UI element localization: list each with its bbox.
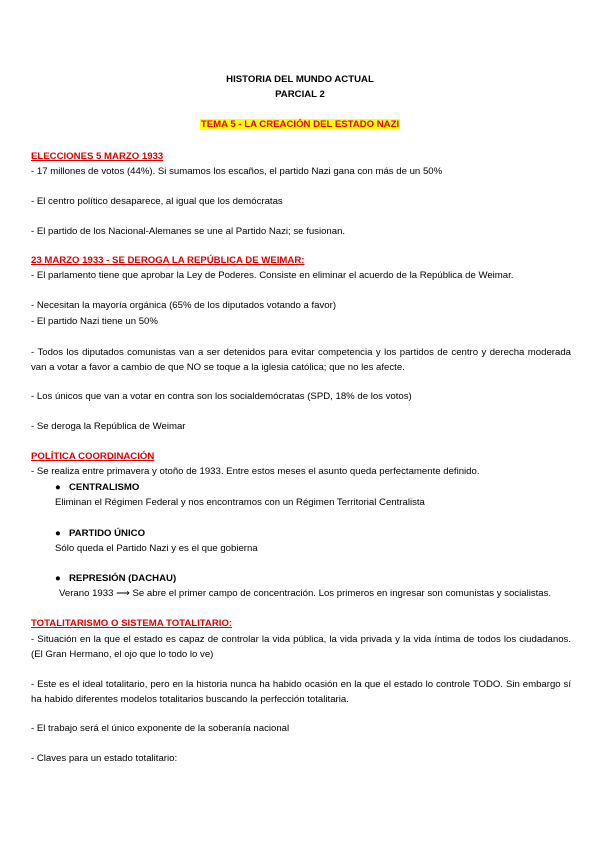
topic-title-wrap [0,118,600,132]
paragraph: - Se realiza entre primavera y otoño de 1933. Entre estos meses el asunto queda perfectamente definido. [31,466,480,477]
bullet-title: CENTRALISMO [69,482,140,493]
paragraph: - Todos los diputados comunistas van a ser detenidos para evitar competencia y los partidos de centro y derecha moderada van a votar a favor a cambio de que NO se toque a la iglesia católica; que no les afecte. [31,347,571,373]
paragraph: - Se deroga la República de Weimar [31,421,186,432]
section-heading-totalitarismo: TOTALITARISMO O SISTEMA TOTALITARIO: [31,618,233,629]
paragraph: - El partido Nazi tiene un 50% [31,316,158,327]
paragraph: - El partido de los Nacional-Alemanes se une al Partido Nazi; se fusionan. [31,226,346,237]
bullet-dot-icon: ● [55,482,61,493]
section-heading-weimar: 23 MARZO 1933 - SE DEROGA LA REPÚBLICA DE WEIMAR: [31,255,305,266]
bullet-text: Eliminan el Régimen Federal y nos encontramos con un Régimen Territorial Centralista [55,497,425,508]
bullet-item [55,527,145,541]
bullet-dot-icon: ● [55,573,61,584]
paragraph: - El parlamento tiene que aprobar la Ley de Poderes. Consiste en eliminar el acuerdo de la República de Weimar. [31,270,514,281]
paragraph: - El trabajo será el único exponente de la soberanía nacional [31,723,290,734]
document-title: HISTORIA DEL MUNDO ACTUAL [226,74,374,85]
paragraph: - Situación en la que el estado es capaz de controlar la vida pública, la vida privada y la vida íntima de todos los ciudadanos. (El Gran Hermano, el ojo que lo todo lo ve) [31,634,571,660]
topic-title: TEMA 5 - LA CREACIÓN DEL ESTADO NAZI [200,119,400,130]
paragraph: - Los únicos que van a votar en contra son los socialdemócratas (SPD, 18% de los votos) [31,391,412,402]
paragraph: - 17 millones de votos (44%). Si sumamos los escaños, el partido Nazi gana con más de un 50% [31,166,443,177]
document-subtitle: PARCIAL 2 [275,89,325,100]
paragraph: - Este es el ideal totalitario, pero en la historia nunca ha habido ocasión en la que el estado lo controle TODO. Sin embargo sí ha habido diferentes modelos totalitarios buscando la perfección totalitaria. [31,679,571,705]
paragraph: - Necesitan la mayoría orgánica (65% de los diputados votando a favor) [31,300,337,311]
paragraph: - El centro político desaparece, al igual que los demócratas [31,196,283,207]
section-heading-coordinacion: POLÍTICA COORDINACIÓN [31,451,155,462]
bullet-text: Sólo queda el Partido Nazi y es el que gobierna [55,543,258,554]
bullet-dot-icon: ● [55,528,61,539]
bullet-title: PARTIDO ÚNICO [69,528,146,539]
bullet-title: REPRESIÓN (DACHAU) [69,573,177,584]
bullet-text: Verano 1933 ⟶ Se abre el primer campo de concentración. Los primeros en ingresar son comunistas y socialistas. [59,588,552,599]
section-heading-elecciones: ELECCIONES 5 MARZO 1933 [31,151,164,162]
bullet-item [55,572,176,586]
bullet-item [55,481,139,495]
paragraph: - Claves para un estado totalitario: [31,753,178,764]
